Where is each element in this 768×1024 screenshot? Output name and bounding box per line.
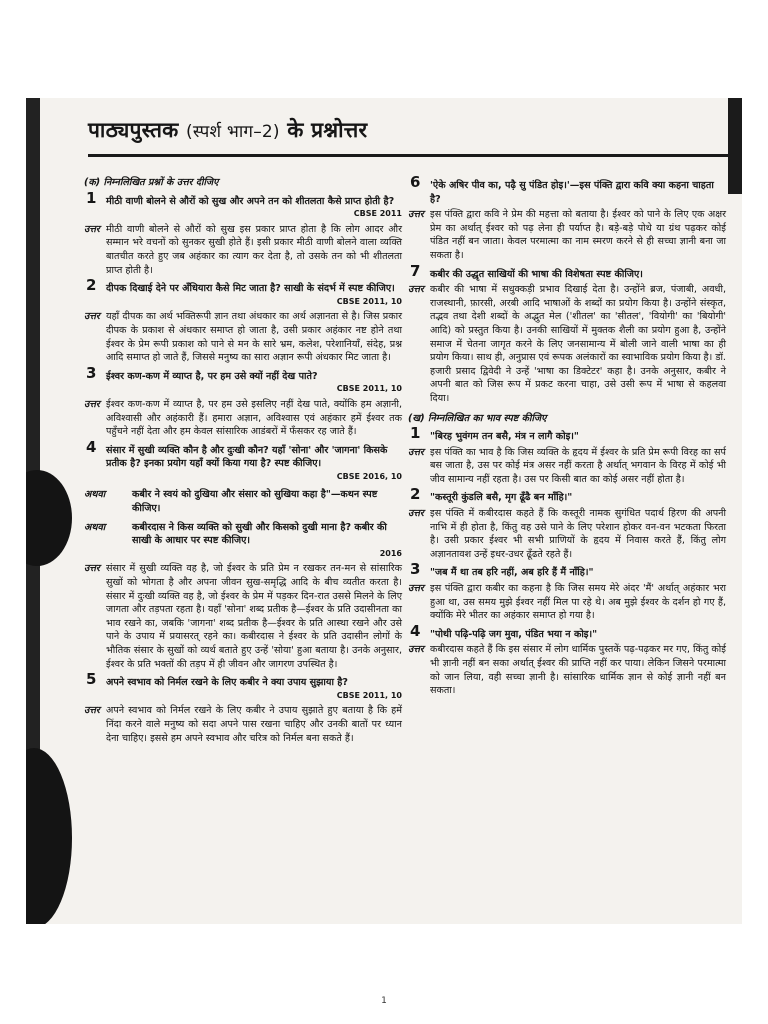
question-1: 1 मीठी वाणी बोलने से औरों को सुख और अपने तन को शीतलता कैसे प्राप्त होती है? <box>86 188 395 207</box>
question-4-meta: CBSE 2016, 10 <box>336 471 402 481</box>
answer-5: उत्तर अपने स्वभाव को निर्मल रखने के लिए कबीर ने उपाय सुझाते हुए बताया है कि हमें निंदा करने वाले मनुष्य को सदा अपने पास रखना चाहिए और उनकी बातों पर ध्यान देना चाहिए। इससे हम अपने स्वभाव और चरित्र को निर्मल बना सकते हैं। <box>84 705 402 744</box>
answer-6: उत्तर इस पंक्ति द्वारा कवि ने प्रेम की महत्ता को बताया है। ईश्वर को पाने के लिए एक अक्षर प्रेम का अर्थात् ईश्वर को पढ़ लेना ही पर्याप्त है। बड़े-बड़े पोथे या ग्रंथ पढ़कर कोई पंडित नहीं बन जाता। केवल परमात्मा का नाम स्मरण करने से ही सच्चा ज्ञानी बना जा सकता है। <box>408 209 726 261</box>
page-title <box>88 116 367 144</box>
question-7: 7 कबीर की उद्धृत साखियों की भाषा की विशेषता स्पष्ट कीजिए। <box>410 261 643 280</box>
section-heading-kha: (ख) निम्नलिखित का भाव स्पष्ट कीजिए <box>408 412 547 424</box>
question-3-meta: CBSE 2011, 10 <box>336 384 402 394</box>
bhav-3: 3 "जब मैं था तब हरि नहीं, अब हरि हैं मैं नाँहि।" <box>410 560 594 579</box>
bhav-3-answer: उत्तर इस पंक्ति द्वारा कबीर का कहना है कि जिस समय मेरे अंदर 'मैं' अर्थात् अहंकार भरा हुआ था, उस समय मुझे ईश्वर नहीं मिल पा रहे थे। अब मुझे ईश्वर के दर्शन हो गए हैं, क्योंकि मेरे भीतर का अहंकार समाप्त हो गया है। <box>408 583 726 622</box>
scan-right-edge <box>728 98 742 194</box>
bhav-4-answer: उत्तर कबीरदास कहते हैं कि इस संसार में लोग धार्मिक पुस्तकें पढ़-पढ़कर मर गए, किंतु कोई भी ज्ञानी नहीं बन सका अर्थात् ईश्वर की प्राप्ति नहीं कर पाया। लेकिन जिसने परमात्मा को जान लिया, वही सच्चा ज्ञानी है। सांसारिक धार्मिक ज्ञान से कोई ज्ञानी नहीं बन सकता। <box>408 644 726 697</box>
title-rule <box>88 154 728 157</box>
bhav-2: 2 "कस्तूरी कुंडलि बसै, मृग ढूँढै बन माँहि।" <box>410 485 573 504</box>
question-3: 3 ईश्वर कण-कण में व्याप्त है, पर हम उसे क्यों नहीं देख पाते? <box>86 363 318 382</box>
question-2-meta: CBSE 2011, 10 <box>336 296 402 306</box>
question-4-alt-1: अथवा कबीर ने स्वयं को दुखिया और संसार को सुखिया कहा है"—कथन स्पष्ट कीजिए। <box>84 489 378 515</box>
bhav-4: 4 "पोथी पढ़ि-पढ़ि जग मुवा, पंडित भया न कोइ।" <box>410 621 598 640</box>
question-4-alt-2: अथवा कबीरदास ने किस व्यक्ति को सुखी और किसको दुखी माना है? कबीर की साखी के आधार पर स्पष्ट कीजिए। <box>84 521 387 547</box>
page-number: 1 <box>381 996 387 1006</box>
question-1-meta: CBSE 2011 <box>353 209 402 219</box>
bhav-1: 1 "बिरह भुवंगम तन बसै, मंत्र न लागै कोइ।" <box>410 424 579 443</box>
title-main: पाठ्यपुस्तक <box>88 118 179 142</box>
finger-shadow-bottom <box>26 748 72 924</box>
answer-7: उत्तर कबीर की भाषा में सधुक्कड़ी प्रभाव दिखाई देता है। उन्होंने ब्रज, पंजाबी, अवधी, राजस्थानी, फ़ारसी, अरबी आदि भाषाओं के शब्दों का प्रयोग किया है। उन्होंने संस्कृत, तद्भव तथा देशी शब्दों के अद्भुत मेल ('शीतल' का 'सीतल', 'वियोगी' का 'बियोगी' आदि) को प्रस्तुत किया है। उनकी साखियों में मुक्तक शैली का प्रयोग हुआ है, उन्होंने समाज में चेतना जागृत करने के लिए जनसामान्य में बोली जाने वाली भाषा का ही प्रयोग किया। साथ ही, अनुप्रास एवं रूपक अलंकारों का स्वाभाविक प्रयोग किया है। डॉ. हजारी प्रसाद द्विवेदी ने उन्हें 'भाषा का डिक्टेटर' कहा है। उनके अनुसार, कबीर ने अपनी बात को जिस रूप में प्रकट करना चाहा, उसे उसी रूप में भाषा से कहलवा दिया। <box>408 284 726 404</box>
title-tail: के प्रश्नोत्तर <box>287 118 368 142</box>
right-column <box>408 174 726 698</box>
bhav-1-answer: उत्तर इस पंक्ति का भाव है कि जिस व्यक्ति के हृदय में ईश्वर के प्रति प्रेम रूपी विरह का सर्प बस जाता है, उस पर कोई मंत्र असर नहीं करता है अर्थात् भगवान के विरह में कोई भी जीव सामान्य नहीं रहता है। उस पर किसी बात का कोई असर नहीं होता है। <box>408 446 726 485</box>
title-sub: (स्पर्श भाग–2) <box>186 122 280 142</box>
question-2: 2 दीपक दिखाई देने पर अँधियारा कैसे मिट जाता है? साखी के संदर्भ में स्पष्ट कीजिए। <box>86 276 395 295</box>
answer-3: उत्तर ईश्वर कण-कण में व्याप्त है, पर हम उसे इसलिए नहीं देख पाते, क्योंकि हम अज्ञानी, अविश्वासी और अहंकारी हैं। हमारा अज्ञान, अविश्वास एवं अहंकार हमें ईश्वर तक पहुँचने नहीं देता और हम केवल सांसारिक आडंबरों में फँसकर रह जाते हैं। <box>84 398 402 438</box>
bhav-2-answer: उत्तर इस पंक्ति में कबीरदास कहते हैं कि कस्तूरी नामक सुगंधित पदार्थ हिरण की अपनी नाभि में ही होता है, किंतु वह उसे पाने के लिए परेशान होकर वन-वन भटकता फिरता है। उसी प्रकार ईश्वर भी सभी प्राणियों के हृदय में निवास करते हैं, किंतु लोग अज्ञानतावश उन्हें इधर-उधर ढूँढते रहते हैं। <box>408 508 726 560</box>
answer-4: उत्तर संसार में सुखी व्यक्ति वह है, जो ईश्वर के प्रति प्रेम न रखकर तन-मन से सांसारिक सुखों को भोगता है और अपना जीवन सुख-समृद्धि आदि के बीच व्यतीत करता है। संसार में दुःखी व्यक्ति वह है, जो ईश्वर के प्रेम में पड़कर दिन-रात उससे मिलने के लिए जागता और तड़पता रहता है। यहाँ 'सोना' शब्द प्रतीक है—ईश्वर के प्रति उदासीनता का भाव रखने का, जबकि 'जागना' शब्द प्रतीक है—ईश्वर के प्रति आस्था रखने और उसे पाने के उपाय में प्रयासरत् रहने का। कबीरदास ने ईश्वर के प्रति उदासीन लोगों के भौतिक संसार के सुखों को व्यर्थ बताते हुए उन्हें 'सोया' हुआ बताया है। उनके अनुसार, ईश्वर के प्रति भक्तों की तड़प में ही जीवन और जागरण उपस्थित है। <box>84 563 402 670</box>
question-4: 4 संसार में सुखी व्यक्ति कौन है और दुःखी कौन? यहाँ 'सोना' और 'जागना' किसके प्रतीक है? इनका प्रयोग यहाँ क्यों किया गया है? स्पष्ट कीजिए। <box>86 437 388 470</box>
question-4-alt-2-meta: 2016 <box>379 548 402 558</box>
question-5: 5 अपने स्वभाव को निर्मल रखने के लिए कबीर ने क्या उपाय सुझाया है? <box>86 670 348 689</box>
left-column <box>84 174 402 745</box>
scanned-page <box>26 98 742 924</box>
answer-2: उत्तर यहाँ दीपक का अर्थ भक्तिरूपी ज्ञान तथा अंधकार का अर्थ अज्ञानता से है। जिस प्रकार दीपक के प्रकाश से अंधकार समाप्त हो जाता है, उसी प्रकार अहंकार नष्ट होने तथा ईश्वर के प्रेम रूपी प्रकाश को पाने से मन के सारे भ्रम, कलेश, परेशानियाँ, संदेह, प्रश्न आदि समाप्त हो जाते हैं, जिससे मनुष्य का सारा अज्ञान रूपी अंधकार मिट जाता है। <box>84 311 402 364</box>
finger-shadow-top <box>26 470 72 566</box>
section-heading-ka: (क) निम्नलिखित प्रश्नों के उत्तर दीजिए <box>84 177 219 188</box>
question-6: 6 'ऐके अषिर पीव का, पढ़ै सु पंडित होइ।'—इस पंक्ति द्वारा कवि क्या कहना चाहता है? <box>410 173 714 205</box>
question-5-meta: CBSE 2011, 10 <box>336 690 402 700</box>
answer-1: उत्तर मीठी वाणी बोलने से औरों को सुख इस प्रकार प्राप्त होता है कि लोग आदर और सम्मान भरे वचनों को सुनकर सुखी होते हैं। इसी प्रकार मीठी वाणी बोलने वाला व्यक्ति बातचीत करते हुए जब अहंकार का त्याग कर देता है, तो उसके तन को भी शीतलता प्राप्त होती है। <box>84 223 402 276</box>
